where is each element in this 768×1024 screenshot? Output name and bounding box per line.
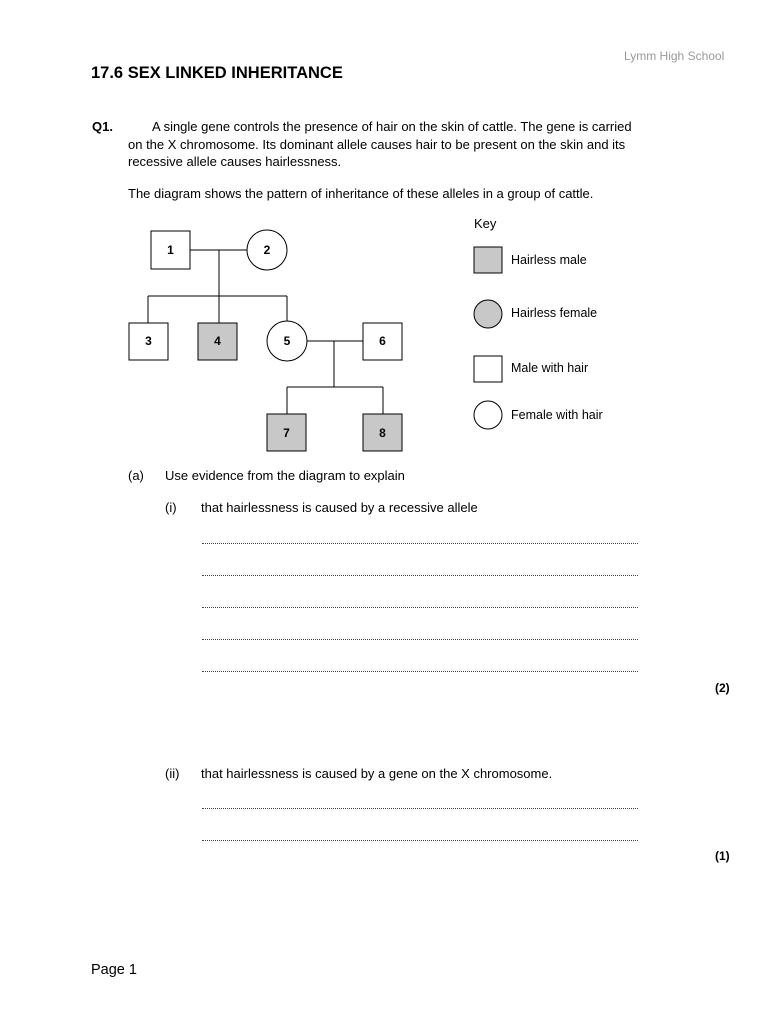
sub-i-label: (i) <box>165 500 177 515</box>
individual-4-male <box>198 323 237 360</box>
key-title: Key <box>474 216 497 231</box>
svg-text:5: 5 <box>283 334 291 348</box>
key-hairless-female <box>474 300 597 328</box>
individual-7-male <box>267 414 306 451</box>
svg-text:2: 2 <box>263 243 271 257</box>
svg-text:4: 4 <box>214 334 221 348</box>
diagram-description: The diagram shows the pattern of inheritance of these alleles in a group of cattle. <box>128 186 594 201</box>
svg-text:3: 3 <box>145 334 152 348</box>
answer-line[interactable] <box>202 840 638 841</box>
pedigree-diagram <box>0 0 768 470</box>
answer-line[interactable] <box>202 639 638 640</box>
svg-text:1: 1 <box>167 243 174 257</box>
sub-ii-label: (ii) <box>165 766 180 781</box>
part-a-label: (a) <box>128 468 144 483</box>
svg-text:6: 6 <box>379 334 386 348</box>
pedigree-lines <box>148 250 383 414</box>
question-number: Q1. <box>92 119 113 134</box>
svg-text:7: 7 <box>283 426 290 440</box>
individual-6-male <box>363 323 402 360</box>
individual-5-female <box>267 321 307 361</box>
key-label: Hairless female <box>511 306 598 320</box>
answer-line[interactable] <box>202 808 638 809</box>
sub-i-text: that hairlessness is caused by a recessive allele <box>201 500 478 515</box>
svg-text:8: 8 <box>379 426 386 440</box>
marks-sub-ii: (1) <box>715 849 730 863</box>
marks-sub-i: (2) <box>715 681 730 695</box>
key-label: Male with hair <box>511 361 589 375</box>
page-title: 17.6 SEX LINKED INHERITANCE <box>91 64 343 82</box>
intro-line: A single gene controls the presence of hair on the skin of cattle. The gene is carried <box>152 119 632 134</box>
intro-line: on the X chromosome. Its dominant allele causes hair to be present on the skin and its <box>128 136 626 152</box>
answer-line[interactable] <box>202 543 638 544</box>
sub-ii-text: that hairlessness is caused by a gene on the X chromosome. <box>201 766 553 781</box>
individual-8-male <box>363 414 402 451</box>
answer-line[interactable] <box>202 575 638 576</box>
key-label: Female with hair <box>511 408 603 422</box>
key-hairless-male <box>474 247 587 273</box>
school-name: Lymm High School <box>624 49 725 63</box>
part-a-text: Use evidence from the diagram to explain <box>165 468 405 483</box>
key-label: Hairless male <box>511 253 587 267</box>
individual-2-female <box>247 230 287 270</box>
answer-line[interactable] <box>202 607 638 608</box>
individual-1-male <box>151 231 190 269</box>
individual-3-male <box>129 323 168 360</box>
key-female-with-hair <box>474 401 603 429</box>
page-number: Page 1 <box>91 962 137 978</box>
intro-line: recessive allele causes hairlessness. <box>128 154 342 169</box>
answer-line[interactable] <box>202 671 638 672</box>
key-male-with-hair <box>474 356 588 382</box>
